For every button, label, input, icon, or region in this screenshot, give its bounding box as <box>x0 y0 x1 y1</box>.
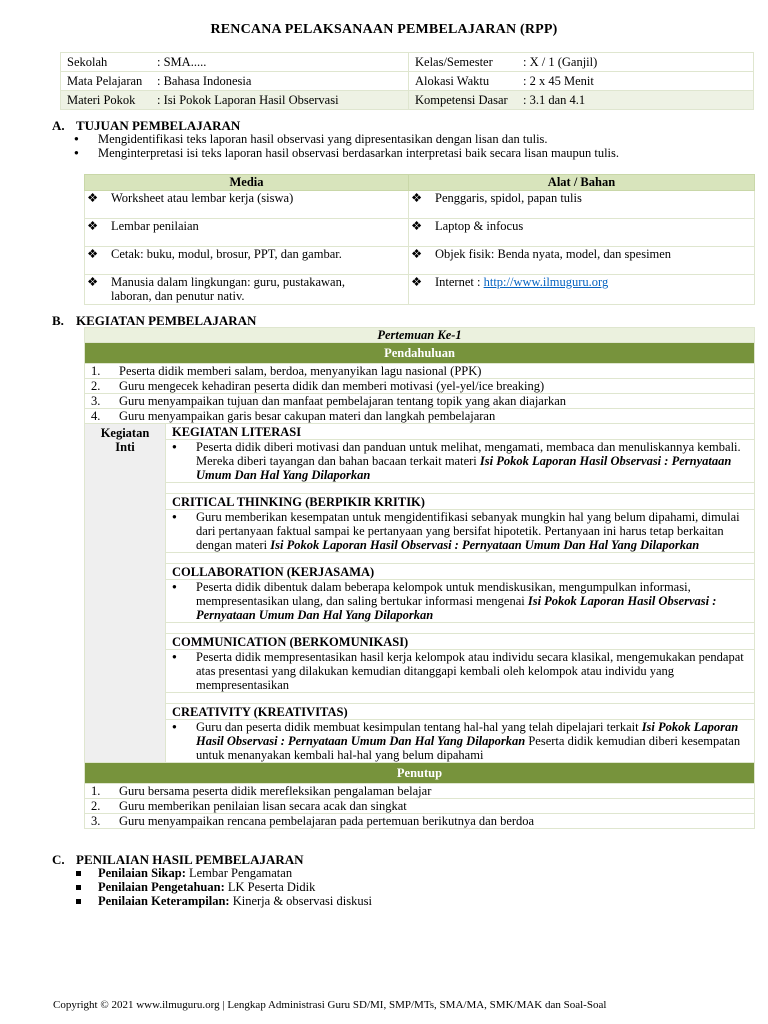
inti-heading-row <box>85 424 755 440</box>
diamond-bullet-icon: ❖ <box>411 219 423 233</box>
inti-heading-row <box>85 564 755 580</box>
tool-cell <box>409 247 755 275</box>
ilmuguru-link[interactable]: http://www.ilmuguru.org <box>483 275 609 289</box>
pendahuluan-bar-row <box>85 343 755 364</box>
assessment-list <box>74 866 372 908</box>
school-label: Sekolah <box>67 54 108 69</box>
internet-label: Internet : <box>435 275 484 289</box>
penutup-row <box>85 799 755 814</box>
assessment-label: Penilaian Pengetahuan: <box>98 880 225 894</box>
penutup-title: Penutup <box>85 763 755 784</box>
subject-value: : Bahasa Indonesia <box>157 73 252 88</box>
subject-label: Mata Pelajaran <box>67 73 143 88</box>
body-text: Peserta didik diberi motivasi dan panduan untuk melihat, mengamati, membaca dan menuliskannya kembali. Mereka diberi tayangan dan bahan bacaan terkait materi <box>196 440 741 468</box>
topic-value: : Isi Pokok Laporan Hasil Observasi <box>157 92 339 107</box>
media-row <box>85 247 755 275</box>
penutup-item <box>85 799 755 814</box>
objective-item: ● Menginterpretasi isi teks laporan hasil observasi berdasarkan interpretasi baik secara lisan maupun tulis. <box>74 146 619 160</box>
section-a-letter: A. <box>52 118 65 133</box>
body-emphasis: Isi Pokok Laporan Hasil Observasi : Pernyataan Umum Dan Hal Yang Dilaporkan <box>196 454 732 482</box>
identity-cell-right <box>409 72 754 91</box>
identity-row <box>61 91 754 110</box>
spacer <box>166 693 755 704</box>
pendahuluan-item <box>85 409 755 424</box>
topic-label: Materi Pokok <box>67 92 136 107</box>
item-text: Guru mengecek kehadiran peserta didik dan memberi motivasi (yel-yel/ice breaking) <box>119 379 545 393</box>
critical-thinking-heading: CRITICAL THINKING (BERPIKIR KRITIK) <box>166 494 755 510</box>
objective-item: ● Mengidentifikasi teks laporan hasil observasi yang dipresentasikan dengan lisan dan tulis. <box>74 132 619 146</box>
tool-cell <box>409 219 755 247</box>
creativity-body <box>166 720 755 763</box>
item-text: Guru bersama peserta didik merefleksikan pengalaman belajar <box>119 784 432 798</box>
media-cell <box>85 247 409 275</box>
spacer <box>166 483 755 494</box>
inti-body-row <box>85 720 755 763</box>
assessment-value: Lembar Pengamatan <box>185 866 293 880</box>
item-text: Peserta didik memberi salam, berdoa, menyanyikan lagu nasional (PPK) <box>119 364 482 378</box>
inti-label-line: Kegiatan <box>100 426 150 440</box>
body-text: Peserta didik dibentuk dalam beberapa kelompok untuk mendiskusikan, mengumpulkan informasi, mempresentasikan ulang, dan saling bertukar informasi mengenai <box>196 580 691 608</box>
assessment-item <box>74 880 372 894</box>
pendahuluan-row <box>85 409 755 424</box>
identity-cell-left <box>61 72 409 91</box>
section-b-title: KEGIATAN PEMBELAJARAN <box>76 313 257 328</box>
competency-value: : 3.1 dan 4.1 <box>523 92 586 107</box>
meeting-title: Pertemuan Ke-1 <box>85 328 755 343</box>
literasi-body <box>166 440 755 483</box>
media-row <box>85 275 755 305</box>
section-c-letter: C. <box>52 852 65 867</box>
competency-label: Kompetensi Dasar <box>415 92 508 107</box>
tool-cell <box>409 191 755 219</box>
spacer <box>166 623 755 634</box>
media-row <box>85 191 755 219</box>
media-row <box>85 219 755 247</box>
penutup-row <box>85 814 755 829</box>
tool-text: Objek fisik: Benda nyata, model, dan spesimen <box>435 247 672 261</box>
identity-cell-left <box>61 91 409 110</box>
time-label: Alokasi Waktu <box>415 73 490 88</box>
penutup-bar-row <box>85 763 755 784</box>
item-text: Guru menyampaikan rencana pembelajaran pada pertemuan berikutnya dan berdoa <box>119 814 535 828</box>
communication-body <box>166 650 755 693</box>
penutup-item <box>85 814 755 829</box>
media-cell <box>85 275 409 305</box>
media-text: Cetak: buku, modul, brosur, PPT, dan gambar. <box>111 247 342 261</box>
identity-cell-right <box>409 53 754 72</box>
item-number: 2. <box>91 799 101 813</box>
creativity-heading: CREATIVITY (KREATIVITAS) <box>166 704 755 720</box>
pendahuluan-item <box>85 379 755 394</box>
body-text: Guru dan peserta didik membuat kesimpulan tentang hal-hal yang telah dipelajari terkait <box>196 720 642 734</box>
inti-label-line: Inti <box>115 440 135 454</box>
spacer-row <box>85 483 755 494</box>
school-value: : SMA..... <box>157 54 207 69</box>
activities-table <box>84 327 755 829</box>
inti-body-row <box>85 510 755 553</box>
tool-cell <box>409 275 755 305</box>
media-text: Worksheet atau lembar kerja (siswa) <box>111 191 294 205</box>
assessment-label: Penilaian Keterampilan: <box>98 894 230 908</box>
penutup-item <box>85 784 755 799</box>
spacer-row <box>85 693 755 704</box>
section-c-title: PENILAIAN HASIL PEMBELAJARAN <box>76 852 304 867</box>
tools-header: Alat / Bahan <box>409 175 755 191</box>
inti-heading-row <box>85 494 755 510</box>
pendahuluan-row <box>85 379 755 394</box>
item-text: Guru memberikan penilaian lisan secara acak dan singkat <box>119 799 407 813</box>
inti-heading-row <box>85 704 755 720</box>
identity-row <box>61 72 754 91</box>
spacer-row <box>85 553 755 564</box>
kegiatan-inti-label <box>85 424 166 763</box>
assessment-label: Penilaian Sikap: <box>98 866 186 880</box>
diamond-bullet-icon: ❖ <box>87 191 99 205</box>
critical-thinking-body <box>166 510 755 553</box>
penutup-row <box>85 784 755 799</box>
objectives-list <box>74 132 619 160</box>
item-number: 2. <box>91 379 101 393</box>
class-label: Kelas/Semester <box>415 54 493 69</box>
assessment-item <box>74 866 372 880</box>
item-text: Guru menyampaikan garis besar cakupan materi dan langkah pembelajaran <box>119 409 496 423</box>
body-text: Guru memberikan kesempatan untuk mengidentifikasi sebanyak mungkin hal yang belum dipahami, dimulai dari pertanyaan faktual sampai ke pertanyaan yang bersifat hipotetik. Pertanyaan ini harus tetap berkaitan dengan materi <box>196 510 740 552</box>
section-a-title: TUJUAN PEMBELAJARAN <box>76 118 241 133</box>
media-text: Manusia dalam lingkungan: guru, pustakawan, laboran, dan penutur nativ. <box>111 275 345 303</box>
item-text: Guru menyampaikan tujuan dan manfaat pembelajaran tentang topik yang akan diajarkan <box>119 394 567 408</box>
media-cell <box>85 191 409 219</box>
body-text: Peserta didik kemudian diberi kesempatan untuk menanyakan kembali hal-hal yang belum dipahami <box>196 734 741 762</box>
media-table <box>84 174 755 305</box>
assessment-value: Kinerja & observasi diskusi <box>229 894 372 908</box>
pendahuluan-item <box>85 394 755 409</box>
inti-heading-row <box>85 634 755 650</box>
spacer <box>166 553 755 564</box>
assessment-item <box>74 894 372 908</box>
item-number: 1. <box>91 364 101 378</box>
body-emphasis: Isi Pokok Laporan Hasil Observasi : Pernyataan Umum Dan Hal Yang Dilaporkan <box>196 594 717 622</box>
identity-cell-left <box>61 53 409 72</box>
tool-text <box>435 275 608 289</box>
pendahuluan-row <box>85 364 755 379</box>
inti-body-row <box>85 440 755 483</box>
media-header-row <box>85 175 755 191</box>
media-text: Lembar penilaian <box>111 219 199 233</box>
body-emphasis: Isi Pokok Laporan Hasil Observasi : Pernyataan Umum Dan Hal Yang Dilaporkan <box>270 538 700 552</box>
body-emphasis: Isi Pokok Laporan Hasil Observasi : Pernyataan Umum Dan Hal Yang Dilaporkan <box>196 720 739 748</box>
item-number: 1. <box>91 784 101 798</box>
tool-text: Laptop & infocus <box>435 219 524 233</box>
communication-heading: COMMUNICATION (BERKOMUNIKASI) <box>166 634 755 650</box>
diamond-bullet-icon: ❖ <box>87 247 99 261</box>
inti-body-row <box>85 580 755 623</box>
collaboration-heading: COLLABORATION (KERJASAMA) <box>166 564 755 580</box>
spacer-row <box>85 623 755 634</box>
diamond-bullet-icon: ❖ <box>411 191 423 205</box>
pendahuluan-item <box>85 364 755 379</box>
document-title: RENCANA PELAKSANAAN PEMBELAJARAN (RPP) <box>210 22 558 37</box>
pendahuluan-row <box>85 394 755 409</box>
collaboration-body <box>166 580 755 623</box>
media-cell <box>85 219 409 247</box>
pendahuluan-title: Pendahuluan <box>85 343 755 364</box>
identity-row <box>61 53 754 72</box>
tool-text: Penggaris, spidol, papan tulis <box>435 191 582 205</box>
meeting-row <box>85 328 755 343</box>
footer-copyright: Copyright © 2021 www.ilmuguru.org | Lengkap Administrasi Guru SD/MI, SMP/MTs, SMA/MA, SMK/MAK dan Soal-Soal <box>53 999 607 1011</box>
identity-cell-right <box>409 91 754 110</box>
body-text: Peserta didik mempresentasikan hasil kerja kelompok atau individu secara klasikal, mengemukakan pendapat atas presentasi yang dilakukan kemudian ditanggapi kembali oleh kelompok atau individu yang mempresentasikan <box>196 650 744 692</box>
media-header: Media <box>85 175 409 191</box>
item-number: 3. <box>91 814 101 828</box>
section-b-letter: B. <box>52 313 64 328</box>
literasi-heading: KEGIATAN LITERASI <box>166 424 755 440</box>
item-number: 3. <box>91 394 101 408</box>
identity-table <box>60 52 754 110</box>
class-value: : X / 1 (Ganjil) <box>523 54 598 69</box>
diamond-bullet-icon: ❖ <box>87 219 99 233</box>
inti-body-row <box>85 650 755 693</box>
diamond-bullet-icon: ❖ <box>87 275 99 289</box>
diamond-bullet-icon: ❖ <box>411 275 423 289</box>
item-number: 4. <box>91 409 101 423</box>
time-value: : 2 x 45 Menit <box>523 73 594 88</box>
diamond-bullet-icon: ❖ <box>411 247 423 261</box>
assessment-value: LK Peserta Didik <box>224 880 316 894</box>
